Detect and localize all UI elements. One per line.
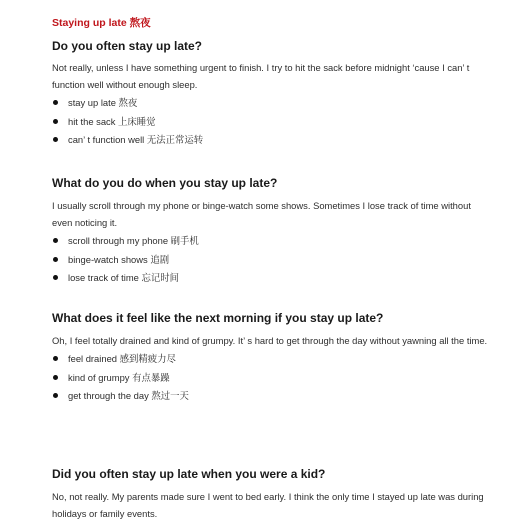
answer-paragraph: No, not really. My parents made sure I went to bed early. I think the only time I stayed up late was during holidays or family events. — [52, 491, 484, 519]
document-title: Staying up late 熬夜 — [52, 17, 151, 29]
qa-section — [52, 38, 492, 150]
list-item — [52, 94, 492, 113]
phrase-list — [52, 350, 492, 406]
phrase-text: can’ t function well 无法正常运转 — [68, 134, 204, 145]
bullet-icon — [53, 137, 58, 142]
answer-paragraph: Not really, unless I have something urgent to finish. I try to hit the sack before midnight ‘cause I can’ t function well without enough sleep. — [52, 62, 470, 90]
list-item — [52, 369, 492, 388]
bullet-icon — [53, 100, 58, 105]
bullet-icon — [53, 393, 58, 398]
bullet-icon — [53, 275, 58, 280]
qa-section — [52, 175, 492, 288]
list-item — [52, 131, 492, 150]
list-item — [52, 232, 492, 251]
bullet-icon — [53, 356, 58, 361]
phrase-text: kind of grumpy 有点暴躁 — [68, 371, 170, 383]
list-item — [52, 387, 492, 406]
bullet-icon — [53, 375, 58, 380]
bullet-icon — [53, 119, 58, 124]
list-item — [52, 269, 492, 288]
phrase-list — [52, 94, 492, 150]
question-heading: What do you do when you stay up late? — [52, 176, 278, 190]
question-heading: Do you often stay up late? — [52, 39, 203, 53]
phrase-text: feel drained 感到精疲力尽 — [68, 353, 176, 364]
list-item — [52, 350, 492, 369]
list-item — [52, 113, 492, 132]
phrase-text: binge-watch shows 追剧 — [68, 253, 170, 265]
answer-paragraph: Oh, I feel totally drained and kind of grumpy. It’ s hard to get through the day without yawning all the time. — [52, 335, 488, 346]
phrase-text: stay up late 熬夜 — [68, 97, 138, 108]
phrase-list — [52, 232, 492, 288]
phrase-text: scroll through my phone 刷手机 — [68, 235, 199, 246]
question-heading: Did you often stay up late when you were a kid? — [52, 467, 326, 481]
list-item — [52, 251, 492, 270]
answer-paragraph: I usually scroll through my phone or binge-watch some shows. Sometimes I lose track of time without even noticing it. — [52, 200, 471, 228]
bullet-icon — [53, 257, 58, 262]
phrase-text: lose track of time 忘记时间 — [68, 272, 179, 283]
phrase-text: get through the day 熬过一天 — [68, 390, 189, 401]
qa-section — [52, 466, 492, 522]
question-heading: What does it feel like the next morning if you stay up late? — [52, 311, 384, 325]
phrase-text: hit the sack 上床睡觉 — [68, 115, 156, 127]
bullet-icon — [53, 238, 58, 243]
qa-section — [52, 310, 492, 406]
